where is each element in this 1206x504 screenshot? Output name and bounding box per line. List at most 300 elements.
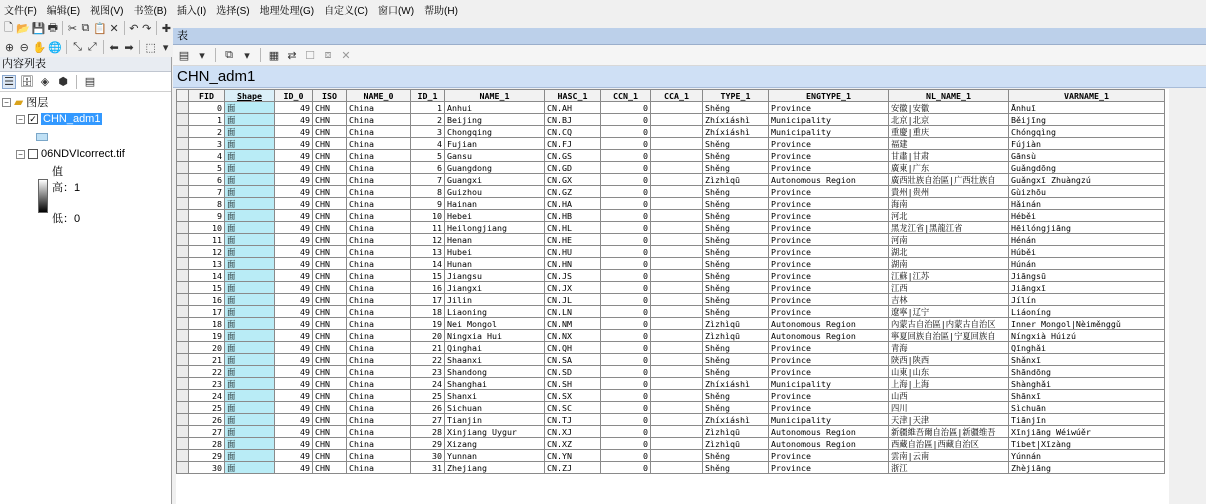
row-selector[interactable] [177, 462, 189, 474]
cell-iso[interactable]: CHN [313, 438, 347, 450]
cell-varname1[interactable]: Gānsù [1009, 150, 1165, 162]
cell-name1[interactable]: Fujian [445, 138, 545, 150]
cell-ccn1[interactable]: 0 [601, 390, 651, 402]
cell-engtype1[interactable]: Province [769, 150, 889, 162]
dropdown-arrow-icon[interactable]: ▾ [244, 49, 250, 62]
cell-type1[interactable]: Shěng [703, 390, 769, 402]
cell-varname1[interactable]: Fújiàn [1009, 138, 1165, 150]
cell-id0[interactable]: 49 [275, 414, 313, 426]
cell-name1[interactable]: Xinjiang Uygur [445, 426, 545, 438]
cell-ccn1[interactable]: 0 [601, 330, 651, 342]
table-row[interactable] [177, 438, 1165, 450]
cell-cca1[interactable] [651, 306, 703, 318]
cell-fid[interactable]: 23 [189, 378, 225, 390]
cell-varname1[interactable]: Shǎnxī [1009, 354, 1165, 366]
cell-nlname1[interactable]: 山東|山东 [889, 366, 1009, 378]
cell-id0[interactable]: 49 [275, 162, 313, 174]
row-selector[interactable] [177, 342, 189, 354]
cell-shape[interactable]: 面 [225, 438, 275, 450]
menu-file[interactable]: 文件(F) [4, 5, 37, 17]
clear-selection-icon[interactable]: ☐ [305, 49, 315, 62]
cell-varname1[interactable]: Yúnnán [1009, 450, 1165, 462]
cell-fid[interactable]: 27 [189, 426, 225, 438]
row-selector[interactable] [177, 390, 189, 402]
cell-engtype1[interactable]: Province [769, 138, 889, 150]
cell-cca1[interactable] [651, 450, 703, 462]
cell-iso[interactable]: CHN [313, 342, 347, 354]
cell-name1[interactable]: Guizhou [445, 186, 545, 198]
cell-fid[interactable]: 15 [189, 282, 225, 294]
cell-type1[interactable]: Shěng [703, 306, 769, 318]
row-selector[interactable] [177, 198, 189, 210]
cell-varname1[interactable]: Húnán [1009, 258, 1165, 270]
cell-name0[interactable]: China [347, 282, 411, 294]
cell-nlname1[interactable]: 湖北 [889, 246, 1009, 258]
table-row[interactable] [177, 102, 1165, 114]
copy-icon[interactable]: ⧉ [81, 21, 90, 34]
back-arrow-icon[interactable]: ⬅ [109, 41, 119, 54]
cell-cca1[interactable] [651, 210, 703, 222]
cell-name0[interactable]: China [347, 390, 411, 402]
menu-view[interactable]: 视图(V) [90, 5, 124, 17]
cell-name1[interactable]: Zhejiang [445, 462, 545, 474]
cell-id1[interactable]: 24 [411, 378, 445, 390]
cell-id0[interactable]: 49 [275, 198, 313, 210]
cell-iso[interactable]: CHN [313, 114, 347, 126]
cell-name0[interactable]: China [347, 126, 411, 138]
cell-fid[interactable]: 22 [189, 366, 225, 378]
column-header-nlname1[interactable]: NL_NAME_1 [889, 90, 1009, 102]
fixed-zoom-out-icon[interactable]: ⤢ [87, 40, 97, 53]
cell-cca1[interactable] [651, 438, 703, 450]
column-header-iso[interactable]: ISO [313, 90, 347, 102]
table-row[interactable] [177, 198, 1165, 210]
cell-type1[interactable]: Zhíxiáshì [703, 414, 769, 426]
cell-name0[interactable]: China [347, 102, 411, 114]
cell-cca1[interactable] [651, 390, 703, 402]
menu-customize[interactable]: 自定义(C) [324, 5, 368, 17]
column-header-hasc1[interactable]: HASC_1 [545, 90, 601, 102]
cell-id1[interactable]: 12 [411, 234, 445, 246]
cell-name1[interactable]: Hubei [445, 246, 545, 258]
cell-name0[interactable]: China [347, 198, 411, 210]
cell-type1[interactable]: Shěng [703, 198, 769, 210]
cell-hasc1[interactable]: CN.GD [545, 162, 601, 174]
cell-name0[interactable]: China [347, 258, 411, 270]
cell-engtype1[interactable]: Province [769, 306, 889, 318]
cell-type1[interactable]: Shěng [703, 246, 769, 258]
cell-shape[interactable]: 面 [225, 114, 275, 126]
cell-shape[interactable]: 面 [225, 174, 275, 186]
cell-iso[interactable]: CHN [313, 246, 347, 258]
cell-name1[interactable]: Anhui [445, 102, 545, 114]
cell-id0[interactable]: 49 [275, 138, 313, 150]
cell-nlname1[interactable]: 福建 [889, 138, 1009, 150]
cell-varname1[interactable]: Hénán [1009, 234, 1165, 246]
cell-cca1[interactable] [651, 342, 703, 354]
cell-type1[interactable]: Shěng [703, 270, 769, 282]
cell-hasc1[interactable]: CN.GS [545, 150, 601, 162]
cell-engtype1[interactable]: Province [769, 354, 889, 366]
cell-cca1[interactable] [651, 174, 703, 186]
cell-id1[interactable]: 6 [411, 162, 445, 174]
cell-shape[interactable]: 面 [225, 186, 275, 198]
list-by-visibility-icon[interactable]: ◈ [40, 76, 50, 88]
delete-selected-icon[interactable]: ✕ [341, 49, 351, 62]
cell-engtype1[interactable]: Autonomous Region [769, 174, 889, 186]
cell-cca1[interactable] [651, 198, 703, 210]
cell-id0[interactable]: 49 [275, 354, 313, 366]
cell-id0[interactable]: 49 [275, 114, 313, 126]
row-selector[interactable] [177, 402, 189, 414]
cell-cca1[interactable] [651, 102, 703, 114]
cell-nlname1[interactable]: 西藏自治區|西藏自治区 [889, 438, 1009, 450]
cell-id0[interactable]: 49 [275, 210, 313, 222]
cell-hasc1[interactable]: CN.LN [545, 306, 601, 318]
cell-name0[interactable]: China [347, 462, 411, 474]
cell-fid[interactable]: 6 [189, 174, 225, 186]
cell-nlname1[interactable]: 廣東|广东 [889, 162, 1009, 174]
select-by-attributes-icon[interactable]: ▦ [268, 49, 280, 62]
cell-type1[interactable]: Shěng [703, 402, 769, 414]
cell-iso[interactable]: CHN [313, 222, 347, 234]
table-row[interactable] [177, 234, 1165, 246]
row-selector[interactable] [177, 234, 189, 246]
column-header-cca1[interactable]: CCA_1 [651, 90, 703, 102]
cell-type1[interactable]: Shěng [703, 234, 769, 246]
cell-fid[interactable]: 3 [189, 138, 225, 150]
cell-type1[interactable]: Shěng [703, 162, 769, 174]
cell-name1[interactable]: Chongqing [445, 126, 545, 138]
cell-shape[interactable]: 面 [225, 102, 275, 114]
row-selector[interactable] [177, 282, 189, 294]
cell-nlname1[interactable]: 河北 [889, 210, 1009, 222]
cell-fid[interactable]: 11 [189, 234, 225, 246]
cell-iso[interactable]: CHN [313, 150, 347, 162]
cell-varname1[interactable]: Sìchuān [1009, 402, 1165, 414]
cell-id0[interactable]: 49 [275, 438, 313, 450]
menu-geoprocessing[interactable]: 地理处理(G) [259, 5, 315, 17]
cell-name0[interactable]: China [347, 186, 411, 198]
cell-hasc1[interactable]: CN.SX [545, 390, 601, 402]
cell-iso[interactable]: CHN [313, 450, 347, 462]
table-row[interactable] [177, 330, 1165, 342]
cell-shape[interactable]: 面 [225, 150, 275, 162]
cell-iso[interactable]: CHN [313, 102, 347, 114]
cell-nlname1[interactable]: 遼寧|辽宁 [889, 306, 1009, 318]
menu-windows[interactable]: 窗口(W) [377, 5, 415, 17]
row-selector[interactable] [177, 138, 189, 150]
cell-cca1[interactable] [651, 222, 703, 234]
cell-nlname1[interactable]: 甘肅|甘肃 [889, 150, 1009, 162]
cell-varname1[interactable]: Jiāngxī [1009, 282, 1165, 294]
cell-name1[interactable]: Yunnan [445, 450, 545, 462]
layer-label-ndvi[interactable]: 06NDVIcorrect.tif [41, 148, 125, 160]
cell-iso[interactable]: CHN [313, 126, 347, 138]
cell-id1[interactable]: 23 [411, 366, 445, 378]
cell-nlname1[interactable]: 河南 [889, 234, 1009, 246]
save-icon[interactable]: 💾 [31, 22, 46, 35]
table-row[interactable] [177, 282, 1165, 294]
print-icon[interactable]: 🖶 [47, 21, 58, 34]
add-data-icon[interactable]: ✚ [161, 22, 172, 35]
cell-cca1[interactable] [651, 162, 703, 174]
cell-name1[interactable]: Gansu [445, 150, 545, 162]
cell-type1[interactable]: Zìzhìqū [703, 174, 769, 186]
cell-name0[interactable]: China [347, 402, 411, 414]
cell-type1[interactable]: Shěng [703, 186, 769, 198]
cell-name0[interactable]: China [347, 438, 411, 450]
cell-engtype1[interactable]: Province [769, 258, 889, 270]
cell-name1[interactable]: Hainan [445, 198, 545, 210]
cell-fid[interactable]: 28 [189, 438, 225, 450]
cell-ccn1[interactable]: 0 [601, 162, 651, 174]
cell-name1[interactable]: Ningxia Hui [445, 330, 545, 342]
cell-name1[interactable]: Jilin [445, 294, 545, 306]
cell-id0[interactable]: 49 [275, 306, 313, 318]
menu-edit[interactable]: 编辑(E) [46, 5, 81, 17]
cell-id1[interactable]: 2 [411, 114, 445, 126]
cell-varname1[interactable]: Liáoníng [1009, 306, 1165, 318]
cell-id1[interactable]: 3 [411, 126, 445, 138]
cell-id0[interactable]: 49 [275, 330, 313, 342]
cell-nlname1[interactable]: 陝西|陕西 [889, 354, 1009, 366]
dropdown-arrow-icon[interactable]: ▾ [162, 41, 169, 54]
cell-id0[interactable]: 49 [275, 126, 313, 138]
cell-ccn1[interactable]: 0 [601, 342, 651, 354]
cell-type1[interactable]: Shěng [703, 366, 769, 378]
cell-engtype1[interactable]: Province [769, 102, 889, 114]
row-selector[interactable] [177, 102, 189, 114]
cell-ccn1[interactable]: 0 [601, 150, 651, 162]
cell-varname1[interactable]: Guǎngxī Zhuàngzú [1009, 174, 1165, 186]
cell-shape[interactable]: 面 [225, 258, 275, 270]
cell-varname1[interactable]: Ānhuī [1009, 102, 1165, 114]
cell-engtype1[interactable]: Province [769, 186, 889, 198]
table-row[interactable] [177, 306, 1165, 318]
cell-nlname1[interactable]: 江蘇|江苏 [889, 270, 1009, 282]
row-selector[interactable] [177, 378, 189, 390]
cell-id0[interactable]: 49 [275, 390, 313, 402]
cell-fid[interactable]: 24 [189, 390, 225, 402]
cell-ccn1[interactable]: 0 [601, 186, 651, 198]
column-header-engtype1[interactable]: ENGTYPE_1 [769, 90, 889, 102]
cell-name0[interactable]: China [347, 150, 411, 162]
column-header-id0[interactable]: ID_0 [275, 90, 313, 102]
cell-fid[interactable]: 19 [189, 330, 225, 342]
cell-shape[interactable]: 面 [225, 450, 275, 462]
cell-nlname1[interactable]: 吉林 [889, 294, 1009, 306]
table-row[interactable] [177, 390, 1165, 402]
row-selector[interactable] [177, 294, 189, 306]
cell-shape[interactable]: 面 [225, 366, 275, 378]
cell-iso[interactable]: CHN [313, 426, 347, 438]
zoom-in-icon[interactable]: ⊕ [4, 41, 15, 54]
cell-name1[interactable]: Jiangxi [445, 282, 545, 294]
table-row[interactable] [177, 186, 1165, 198]
cell-hasc1[interactable]: CN.NX [545, 330, 601, 342]
cell-shape[interactable]: 面 [225, 354, 275, 366]
cell-engtype1[interactable]: Province [769, 246, 889, 258]
cell-varname1[interactable]: Inner Mongol|Nèiměnggǔ [1009, 318, 1165, 330]
switch-selection-icon[interactable]: ⇄ [287, 49, 297, 62]
cell-iso[interactable]: CHN [313, 330, 347, 342]
cell-shape[interactable]: 面 [225, 294, 275, 306]
cell-fid[interactable]: 12 [189, 246, 225, 258]
cell-iso[interactable]: CHN [313, 138, 347, 150]
cell-hasc1[interactable]: CN.AH [545, 102, 601, 114]
cell-id0[interactable]: 49 [275, 186, 313, 198]
cell-ccn1[interactable]: 0 [601, 102, 651, 114]
cell-cca1[interactable] [651, 462, 703, 474]
cell-nlname1[interactable]: 海南 [889, 198, 1009, 210]
cell-type1[interactable]: Zhíxiáshì [703, 114, 769, 126]
cell-type1[interactable]: Shěng [703, 294, 769, 306]
cell-nlname1[interactable]: 江西 [889, 282, 1009, 294]
cell-fid[interactable]: 20 [189, 342, 225, 354]
cell-shape[interactable]: 面 [225, 330, 275, 342]
cell-id1[interactable]: 26 [411, 402, 445, 414]
row-selector[interactable] [177, 222, 189, 234]
row-selector[interactable] [177, 246, 189, 258]
cell-hasc1[interactable]: CN.XZ [545, 438, 601, 450]
cell-cca1[interactable] [651, 150, 703, 162]
row-selector[interactable] [177, 450, 189, 462]
cell-fid[interactable]: 17 [189, 306, 225, 318]
cell-ccn1[interactable]: 0 [601, 258, 651, 270]
redo-icon[interactable]: ↷ [142, 22, 152, 35]
cell-engtype1[interactable]: Province [769, 210, 889, 222]
cell-shape[interactable]: 面 [225, 198, 275, 210]
row-selector[interactable] [177, 126, 189, 138]
cell-name1[interactable]: Shanghai [445, 378, 545, 390]
row-selector[interactable] [177, 186, 189, 198]
cell-cca1[interactable] [651, 114, 703, 126]
cell-ccn1[interactable]: 0 [601, 114, 651, 126]
cell-id0[interactable]: 49 [275, 426, 313, 438]
cell-ccn1[interactable]: 0 [601, 210, 651, 222]
cell-id1[interactable]: 21 [411, 342, 445, 354]
cell-id1[interactable]: 13 [411, 246, 445, 258]
cell-engtype1[interactable]: Autonomous Region [769, 318, 889, 330]
cell-iso[interactable]: CHN [313, 402, 347, 414]
cell-name0[interactable]: China [347, 114, 411, 126]
cell-id1[interactable]: 30 [411, 450, 445, 462]
cell-engtype1[interactable]: Province [769, 282, 889, 294]
cell-varname1[interactable]: Zhèjiāng [1009, 462, 1165, 474]
cell-engtype1[interactable]: Province [769, 234, 889, 246]
cell-name1[interactable]: Liaoning [445, 306, 545, 318]
cell-fid[interactable]: 8 [189, 198, 225, 210]
row-selector[interactable] [177, 162, 189, 174]
cell-shape[interactable]: 面 [225, 234, 275, 246]
open-folder-icon[interactable]: 📂 [15, 22, 30, 35]
cell-engtype1[interactable]: Province [769, 222, 889, 234]
cell-id1[interactable]: 18 [411, 306, 445, 318]
table-row[interactable] [177, 462, 1165, 474]
cell-ccn1[interactable]: 0 [601, 426, 651, 438]
cell-nlname1[interactable]: 四川 [889, 402, 1009, 414]
cell-id1[interactable]: 4 [411, 138, 445, 150]
cell-nlname1[interactable]: 新疆維吾爾自治區|新疆维吾 [889, 426, 1009, 438]
cell-name1[interactable]: Shanxi [445, 390, 545, 402]
row-selector[interactable] [177, 306, 189, 318]
cell-ccn1[interactable]: 0 [601, 438, 651, 450]
cell-ccn1[interactable]: 0 [601, 222, 651, 234]
cell-varname1[interactable]: Hǎinán [1009, 198, 1165, 210]
cell-varname1[interactable]: Tiānjīn [1009, 414, 1165, 426]
table-row[interactable] [177, 222, 1165, 234]
cell-id0[interactable]: 49 [275, 222, 313, 234]
cell-type1[interactable]: Shěng [703, 210, 769, 222]
cell-id1[interactable]: 20 [411, 330, 445, 342]
cell-engtype1[interactable]: Autonomous Region [769, 426, 889, 438]
cell-hasc1[interactable]: CN.SC [545, 402, 601, 414]
cell-fid[interactable]: 25 [189, 402, 225, 414]
related-tables-icon[interactable]: ⧉ [225, 48, 233, 61]
cell-nlname1[interactable]: 青海 [889, 342, 1009, 354]
cell-fid[interactable]: 13 [189, 258, 225, 270]
column-header-varname1[interactable]: VARNAME_1 [1009, 90, 1165, 102]
cell-hasc1[interactable]: CN.QH [545, 342, 601, 354]
cell-name0[interactable]: China [347, 354, 411, 366]
column-header-type1[interactable]: TYPE_1 [703, 90, 769, 102]
cell-nlname1[interactable]: 廣西壯族自治區|广西壮族自 [889, 174, 1009, 186]
cell-type1[interactable]: Shěng [703, 462, 769, 474]
cell-name1[interactable]: Xizang [445, 438, 545, 450]
cell-iso[interactable]: CHN [313, 318, 347, 330]
row-selector-header[interactable] [177, 90, 189, 102]
row-selector[interactable] [177, 174, 189, 186]
cell-id0[interactable]: 49 [275, 366, 313, 378]
cell-nlname1[interactable]: 天津|天津 [889, 414, 1009, 426]
layer-visibility-checkbox[interactable]: ✓ [29, 114, 37, 124]
cell-ccn1[interactable]: 0 [601, 138, 651, 150]
cell-cca1[interactable] [651, 186, 703, 198]
cell-shape[interactable]: 面 [225, 318, 275, 330]
cell-id0[interactable]: 49 [275, 294, 313, 306]
cell-shape[interactable]: 面 [225, 414, 275, 426]
collapse-icon[interactable]: − [2, 98, 11, 107]
cell-type1[interactable]: Zìzhìqū [703, 426, 769, 438]
polygon-symbol-icon[interactable] [36, 133, 48, 141]
cell-shape[interactable]: 面 [225, 378, 275, 390]
cell-varname1[interactable]: Shānxī [1009, 390, 1165, 402]
cell-ccn1[interactable]: 0 [601, 462, 651, 474]
cell-id1[interactable]: 7 [411, 174, 445, 186]
list-by-drawing-order-icon[interactable]: ☰ [2, 75, 16, 89]
cell-id1[interactable]: 28 [411, 426, 445, 438]
cell-type1[interactable]: Shěng [703, 282, 769, 294]
column-header-shape[interactable]: Shape [225, 90, 275, 102]
cell-id1[interactable]: 27 [411, 414, 445, 426]
row-selector[interactable] [177, 270, 189, 282]
cell-name0[interactable]: China [347, 378, 411, 390]
cell-iso[interactable]: CHN [313, 354, 347, 366]
cell-ccn1[interactable]: 0 [601, 270, 651, 282]
cell-hasc1[interactable]: CN.HL [545, 222, 601, 234]
cell-name0[interactable]: China [347, 294, 411, 306]
cell-iso[interactable]: CHN [313, 174, 347, 186]
cell-name1[interactable]: Henan [445, 234, 545, 246]
cell-nlname1[interactable]: 黑龙江省|黑龍江省 [889, 222, 1009, 234]
cell-id1[interactable]: 16 [411, 282, 445, 294]
table-row[interactable] [177, 138, 1165, 150]
cell-hasc1[interactable]: CN.JS [545, 270, 601, 282]
cell-fid[interactable]: 1 [189, 114, 225, 126]
cell-ccn1[interactable]: 0 [601, 234, 651, 246]
new-document-icon[interactable]: 🗋 [4, 21, 13, 34]
